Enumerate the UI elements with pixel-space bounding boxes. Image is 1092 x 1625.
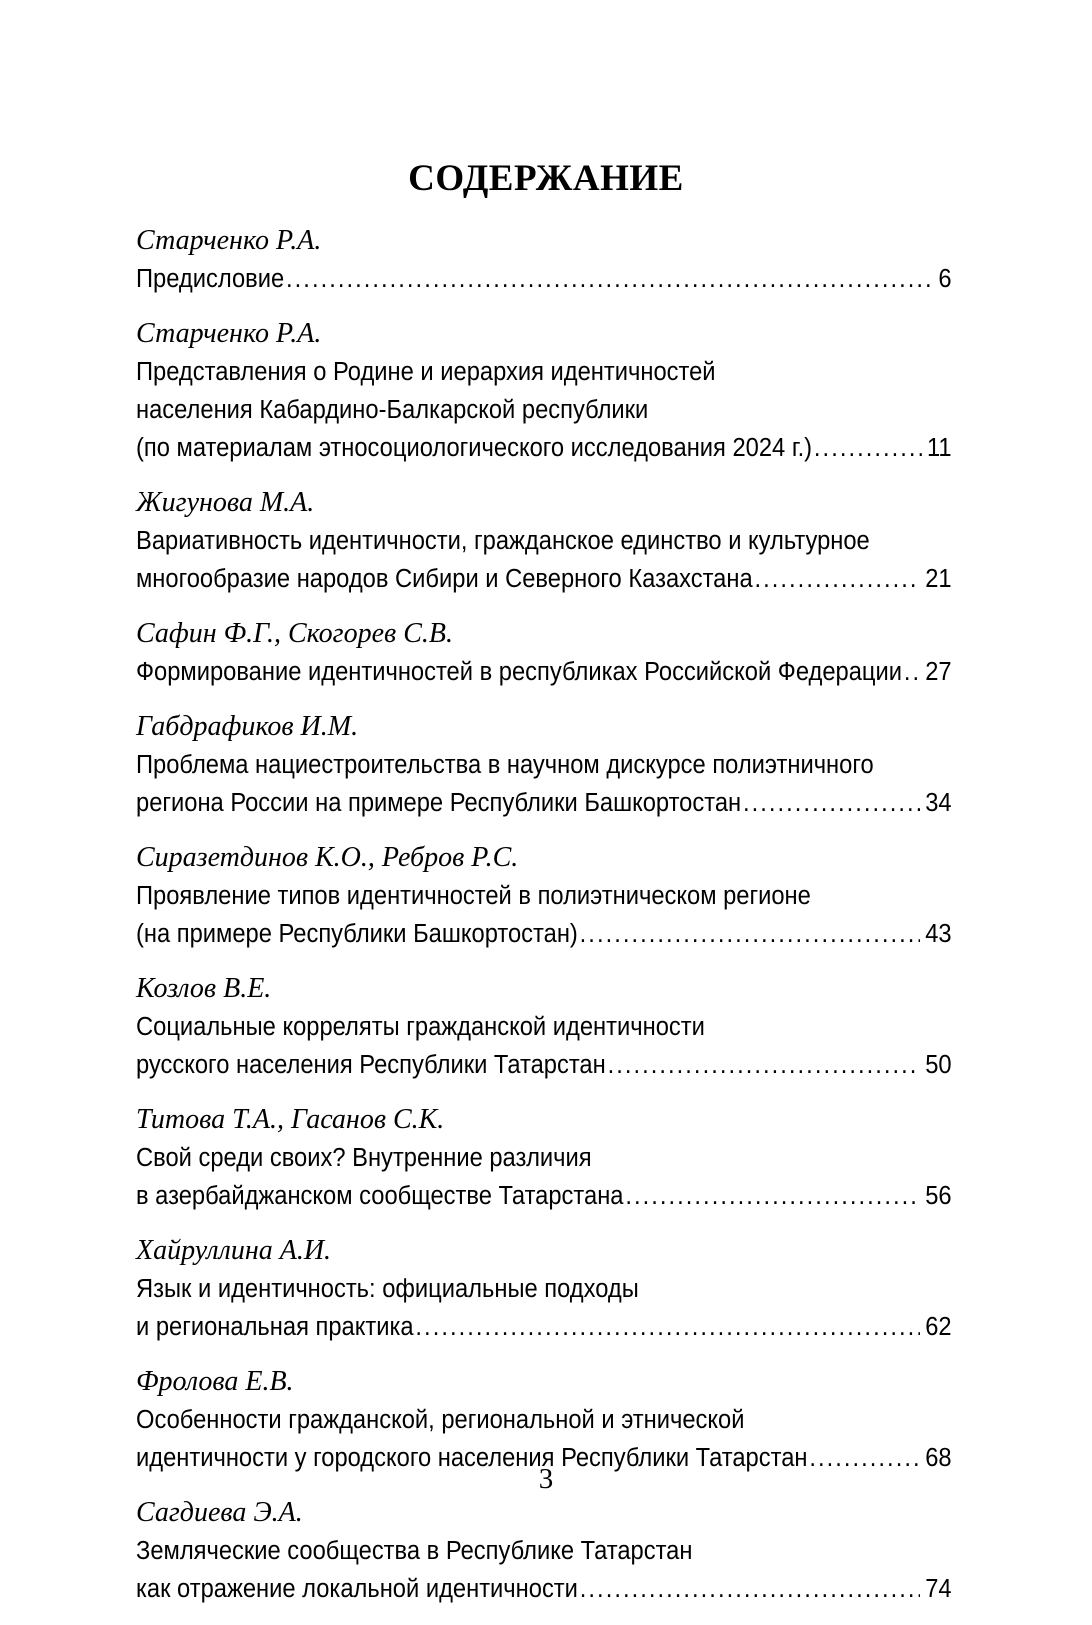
toc-entry-title-text: идентичности у городского населения Республики Татарстан xyxy=(136,1444,808,1472)
toc-entry-title-line: Язык и идентичность: официальные подходы xyxy=(136,1275,639,1303)
toc-entry-title-line: Проблема нациестроительства в научном дискурсе полиэтничного xyxy=(136,751,874,779)
toc-entry-title xyxy=(136,746,952,822)
toc-entry-title-line xyxy=(136,1177,952,1215)
toc-entry-title-text: русского населения Республики Татарстан xyxy=(136,1051,606,1079)
dot-leader xyxy=(625,1177,919,1215)
toc-entry-authors: Старченко Р.А. xyxy=(136,225,322,256)
dot-leader xyxy=(580,1570,920,1608)
toc-entry-authors: Фролова Е.В. xyxy=(136,1366,294,1397)
dot-leader xyxy=(904,653,920,691)
toc-entry[interactable] xyxy=(136,970,952,1084)
toc-entry-page-number: 21 xyxy=(925,565,952,593)
toc-entry-title-text: (на примере Республики Башкортостан) xyxy=(136,920,578,948)
toc-entry-page-number: 62 xyxy=(925,1313,952,1341)
toc-entry-authors: Козлов В.Е. xyxy=(136,973,272,1004)
dot-leader xyxy=(286,260,933,298)
dot-leader xyxy=(415,1308,919,1346)
toc-entry-title xyxy=(136,1532,952,1608)
page-title: СОДЕРЖАНИЕ xyxy=(408,158,684,199)
toc-entry-title-line: населения Кабардино-Балкарской республики xyxy=(136,396,649,424)
toc-entry[interactable] xyxy=(136,1101,952,1215)
toc-entry-title xyxy=(136,522,952,598)
toc-entry[interactable] xyxy=(136,1232,952,1346)
toc-entry-page-number: 6 xyxy=(938,265,952,293)
toc-entry-title xyxy=(136,353,952,467)
toc-entry-title-line xyxy=(136,1046,952,1084)
toc-entry-page-number: 56 xyxy=(925,1182,952,1210)
toc-entry-page-number: 34 xyxy=(925,789,952,817)
dot-leader xyxy=(580,915,920,953)
dot-leader xyxy=(608,1046,920,1084)
toc-entry-authors: Жигунова М.А. xyxy=(136,487,315,518)
toc-entry-title-text: и региональная практика xyxy=(136,1313,414,1341)
toc-entry-title-text: многообразие народов Сибири и Северного Казахстана xyxy=(136,565,753,593)
toc-entry-authors: Сафин Ф.Г., Скогорев С.В. xyxy=(136,618,453,649)
toc-entry-title-line: Представления о Родине и иерархия идентичностей xyxy=(136,358,716,386)
toc-entry-page-number: 50 xyxy=(925,1051,952,1079)
toc-entry[interactable] xyxy=(136,708,952,822)
toc-entry[interactable] xyxy=(136,839,952,953)
toc-entry-title-line xyxy=(136,1570,952,1608)
toc-entry-title-line: Проявление типов идентичностей в полиэтническом регионе xyxy=(136,882,811,910)
toc-entry[interactable] xyxy=(136,1363,952,1477)
toc-entry-title-line xyxy=(136,784,952,822)
toc-entry-title-line xyxy=(136,653,952,691)
toc-entry-title-line: Социальные корреляты гражданской идентичности xyxy=(136,1013,705,1041)
toc-entry-title-line xyxy=(136,915,952,953)
toc-entry-title-text: Предисловие xyxy=(136,265,285,293)
toc-entry-authors: Титова Т.А., Гасанов С.К. xyxy=(136,1104,445,1135)
toc-entry-title-line xyxy=(136,560,952,598)
toc-entry-authors: Хайруллина А.И. xyxy=(136,1235,332,1266)
toc-entry-authors: Старченко Р.А. xyxy=(136,318,322,349)
toc-entry-page-number: 43 xyxy=(925,920,952,948)
toc-entry-title xyxy=(136,1139,952,1215)
toc-entry[interactable] xyxy=(136,222,952,298)
toc-entry-page-number: 68 xyxy=(925,1444,952,1472)
toc-entry-title xyxy=(136,1270,952,1346)
toc-entry-title-line: Особенности гражданской, региональной и этнической xyxy=(136,1406,745,1434)
toc-entry-title xyxy=(136,1008,952,1084)
toc-entry[interactable] xyxy=(136,484,952,598)
toc-entry-title xyxy=(136,653,952,691)
toc-entry-title xyxy=(136,877,952,953)
dot-leader xyxy=(755,560,920,598)
toc-entry-page-number: 74 xyxy=(925,1575,952,1603)
toc-entry-title-line xyxy=(136,429,952,467)
toc-entry-authors: Сагдиева Э.А. xyxy=(136,1497,303,1528)
toc-entry-title xyxy=(136,260,952,298)
dot-leader xyxy=(743,784,920,822)
dot-leader xyxy=(814,429,921,467)
toc-entry-title-line xyxy=(136,260,952,298)
toc-entry[interactable] xyxy=(136,1494,952,1608)
toc-entry-title-text: как отражение локальной идентичности xyxy=(136,1575,578,1603)
page-number: 3 xyxy=(538,1463,554,1495)
toc-entry[interactable] xyxy=(136,615,952,691)
toc-entry-authors: Габдрафиков И.М. xyxy=(136,711,359,742)
toc-entry-title-line xyxy=(136,1308,952,1346)
toc-entry-page-number: 11 xyxy=(926,434,952,462)
toc-entry-title-text: (по материалам этносоциологического исследования 2024 г.) xyxy=(136,434,813,462)
toc-entry-title-text: в азербайджанском сообществе Татарстана xyxy=(136,1182,624,1210)
toc-entry-title-text: региона России на примере Республики Башкортостан xyxy=(136,789,742,817)
toc-entry-page-number: 27 xyxy=(925,658,952,686)
toc-entry-title-line: Свой среди своих? Внутренние различия xyxy=(136,1144,592,1172)
toc-entry-authors: Сиразетдинов К.О., Ребров Р.С. xyxy=(136,842,519,873)
table-of-contents-list xyxy=(136,222,952,1625)
toc-entry-title-line: Вариативность идентичности, гражданское единство и культурное xyxy=(136,527,870,555)
toc-entry-title-text: Формирование идентичностей в республиках Российской Федерации xyxy=(136,658,902,686)
toc-entry[interactable] xyxy=(136,315,952,467)
toc-entry-title-line: Земляческие сообщества в Республике Татарстан xyxy=(136,1537,693,1565)
